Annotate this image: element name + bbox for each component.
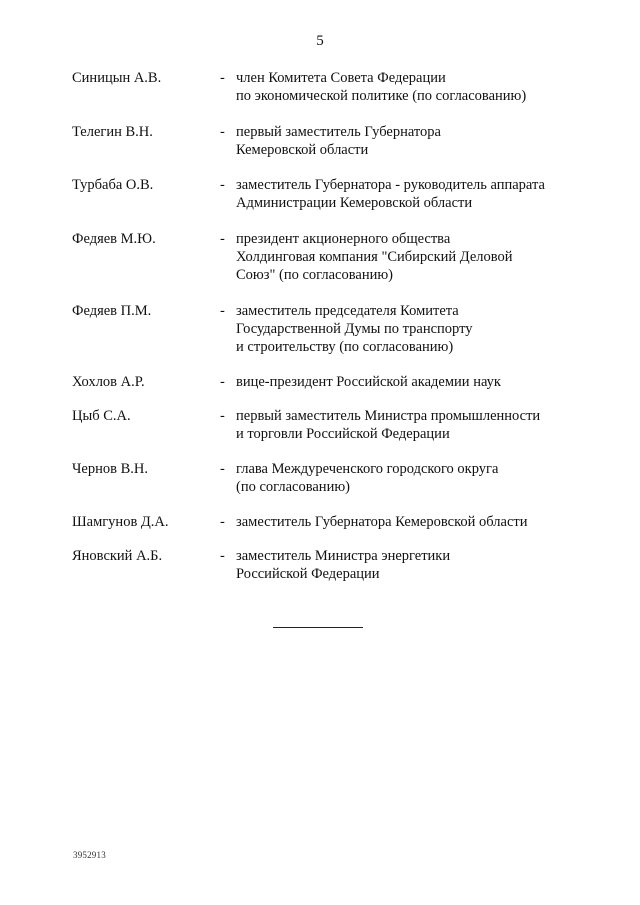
member-role	[236, 302, 592, 356]
member-role	[236, 373, 592, 391]
separator-dash: -	[220, 303, 225, 319]
list-item	[72, 230, 592, 284]
member-name: Федяев М.Ю.	[72, 231, 156, 247]
member-role	[236, 460, 592, 496]
member-role-line: член Комитета Совета Федерации	[236, 70, 446, 86]
member-name: Хохлов А.Р.	[72, 374, 145, 390]
member-name: Федяев П.М.	[72, 303, 152, 319]
separator-dash: -	[220, 514, 225, 530]
separator-dash: -	[220, 374, 225, 390]
list-item	[72, 513, 592, 531]
member-name: Чернов В.Н.	[72, 461, 148, 477]
closing-divider-line	[273, 627, 363, 628]
member-role-line: заместитель председателя Комитета	[236, 303, 459, 319]
member-name: Телегин В.Н.	[72, 124, 153, 140]
member-name: Яновский А.Б.	[72, 548, 163, 564]
member-role	[236, 230, 592, 284]
member-role-line: и строительству (по согласованию)	[236, 339, 454, 355]
list-item	[72, 460, 592, 496]
list-item	[72, 176, 592, 212]
document-code: 3952913	[73, 850, 106, 860]
member-role	[236, 176, 592, 212]
member-role-line: Российской Федерации	[236, 566, 380, 582]
list-item	[72, 302, 592, 356]
member-role	[236, 69, 592, 105]
member-name: Шамгунов Д.А.	[72, 514, 169, 530]
member-role-line: Холдинговая компания "Сибирский Деловой	[236, 249, 513, 265]
member-role-line: первый заместитель Министра промышленности	[236, 408, 541, 424]
separator-dash: -	[220, 548, 225, 564]
member-role-line: по экономической политике (по согласованию)	[236, 88, 527, 104]
member-role	[236, 547, 592, 583]
separator-dash: -	[220, 177, 225, 193]
member-role-line: вице-президент Российской академии наук	[236, 374, 501, 390]
member-role-line: первый заместитель Губернатора	[236, 124, 441, 140]
separator-dash: -	[220, 70, 225, 86]
member-name: Цыб С.А.	[72, 408, 131, 424]
member-role-line: заместитель Губернатора - руководитель аппарата	[236, 177, 545, 193]
member-role-line: Государственной Думы по транспорту	[236, 321, 473, 337]
member-role-line: Кемеровской области	[236, 142, 369, 158]
page-number: 5	[316, 33, 324, 49]
separator-dash: -	[220, 408, 225, 424]
member-role	[236, 123, 592, 159]
member-role-line: Администрации Кемеровской области	[236, 195, 473, 211]
member-role-line: Союз" (по согласованию)	[236, 267, 394, 283]
member-name: Турбаба О.В.	[72, 177, 154, 193]
member-role-line: президент акционерного общества	[236, 231, 451, 247]
member-role-line: (по согласованию)	[236, 479, 350, 495]
member-list	[72, 69, 592, 583]
separator-dash: -	[220, 231, 225, 247]
list-item	[72, 69, 592, 105]
member-role-line: и торговли Российской Федерации	[236, 426, 450, 442]
list-item	[72, 373, 592, 391]
member-role-line: заместитель Губернатора Кемеровской области	[236, 514, 528, 530]
member-name: Синицын А.В.	[72, 70, 162, 86]
member-role-line: глава Междуреченского городского округа	[236, 461, 499, 477]
member-role	[236, 513, 592, 531]
member-role-line: заместитель Министра энергетики	[236, 548, 451, 564]
list-item	[72, 407, 592, 443]
list-item	[72, 123, 592, 159]
member-role	[236, 407, 592, 443]
separator-dash: -	[220, 461, 225, 477]
list-item	[72, 547, 592, 583]
separator-dash: -	[220, 124, 225, 140]
